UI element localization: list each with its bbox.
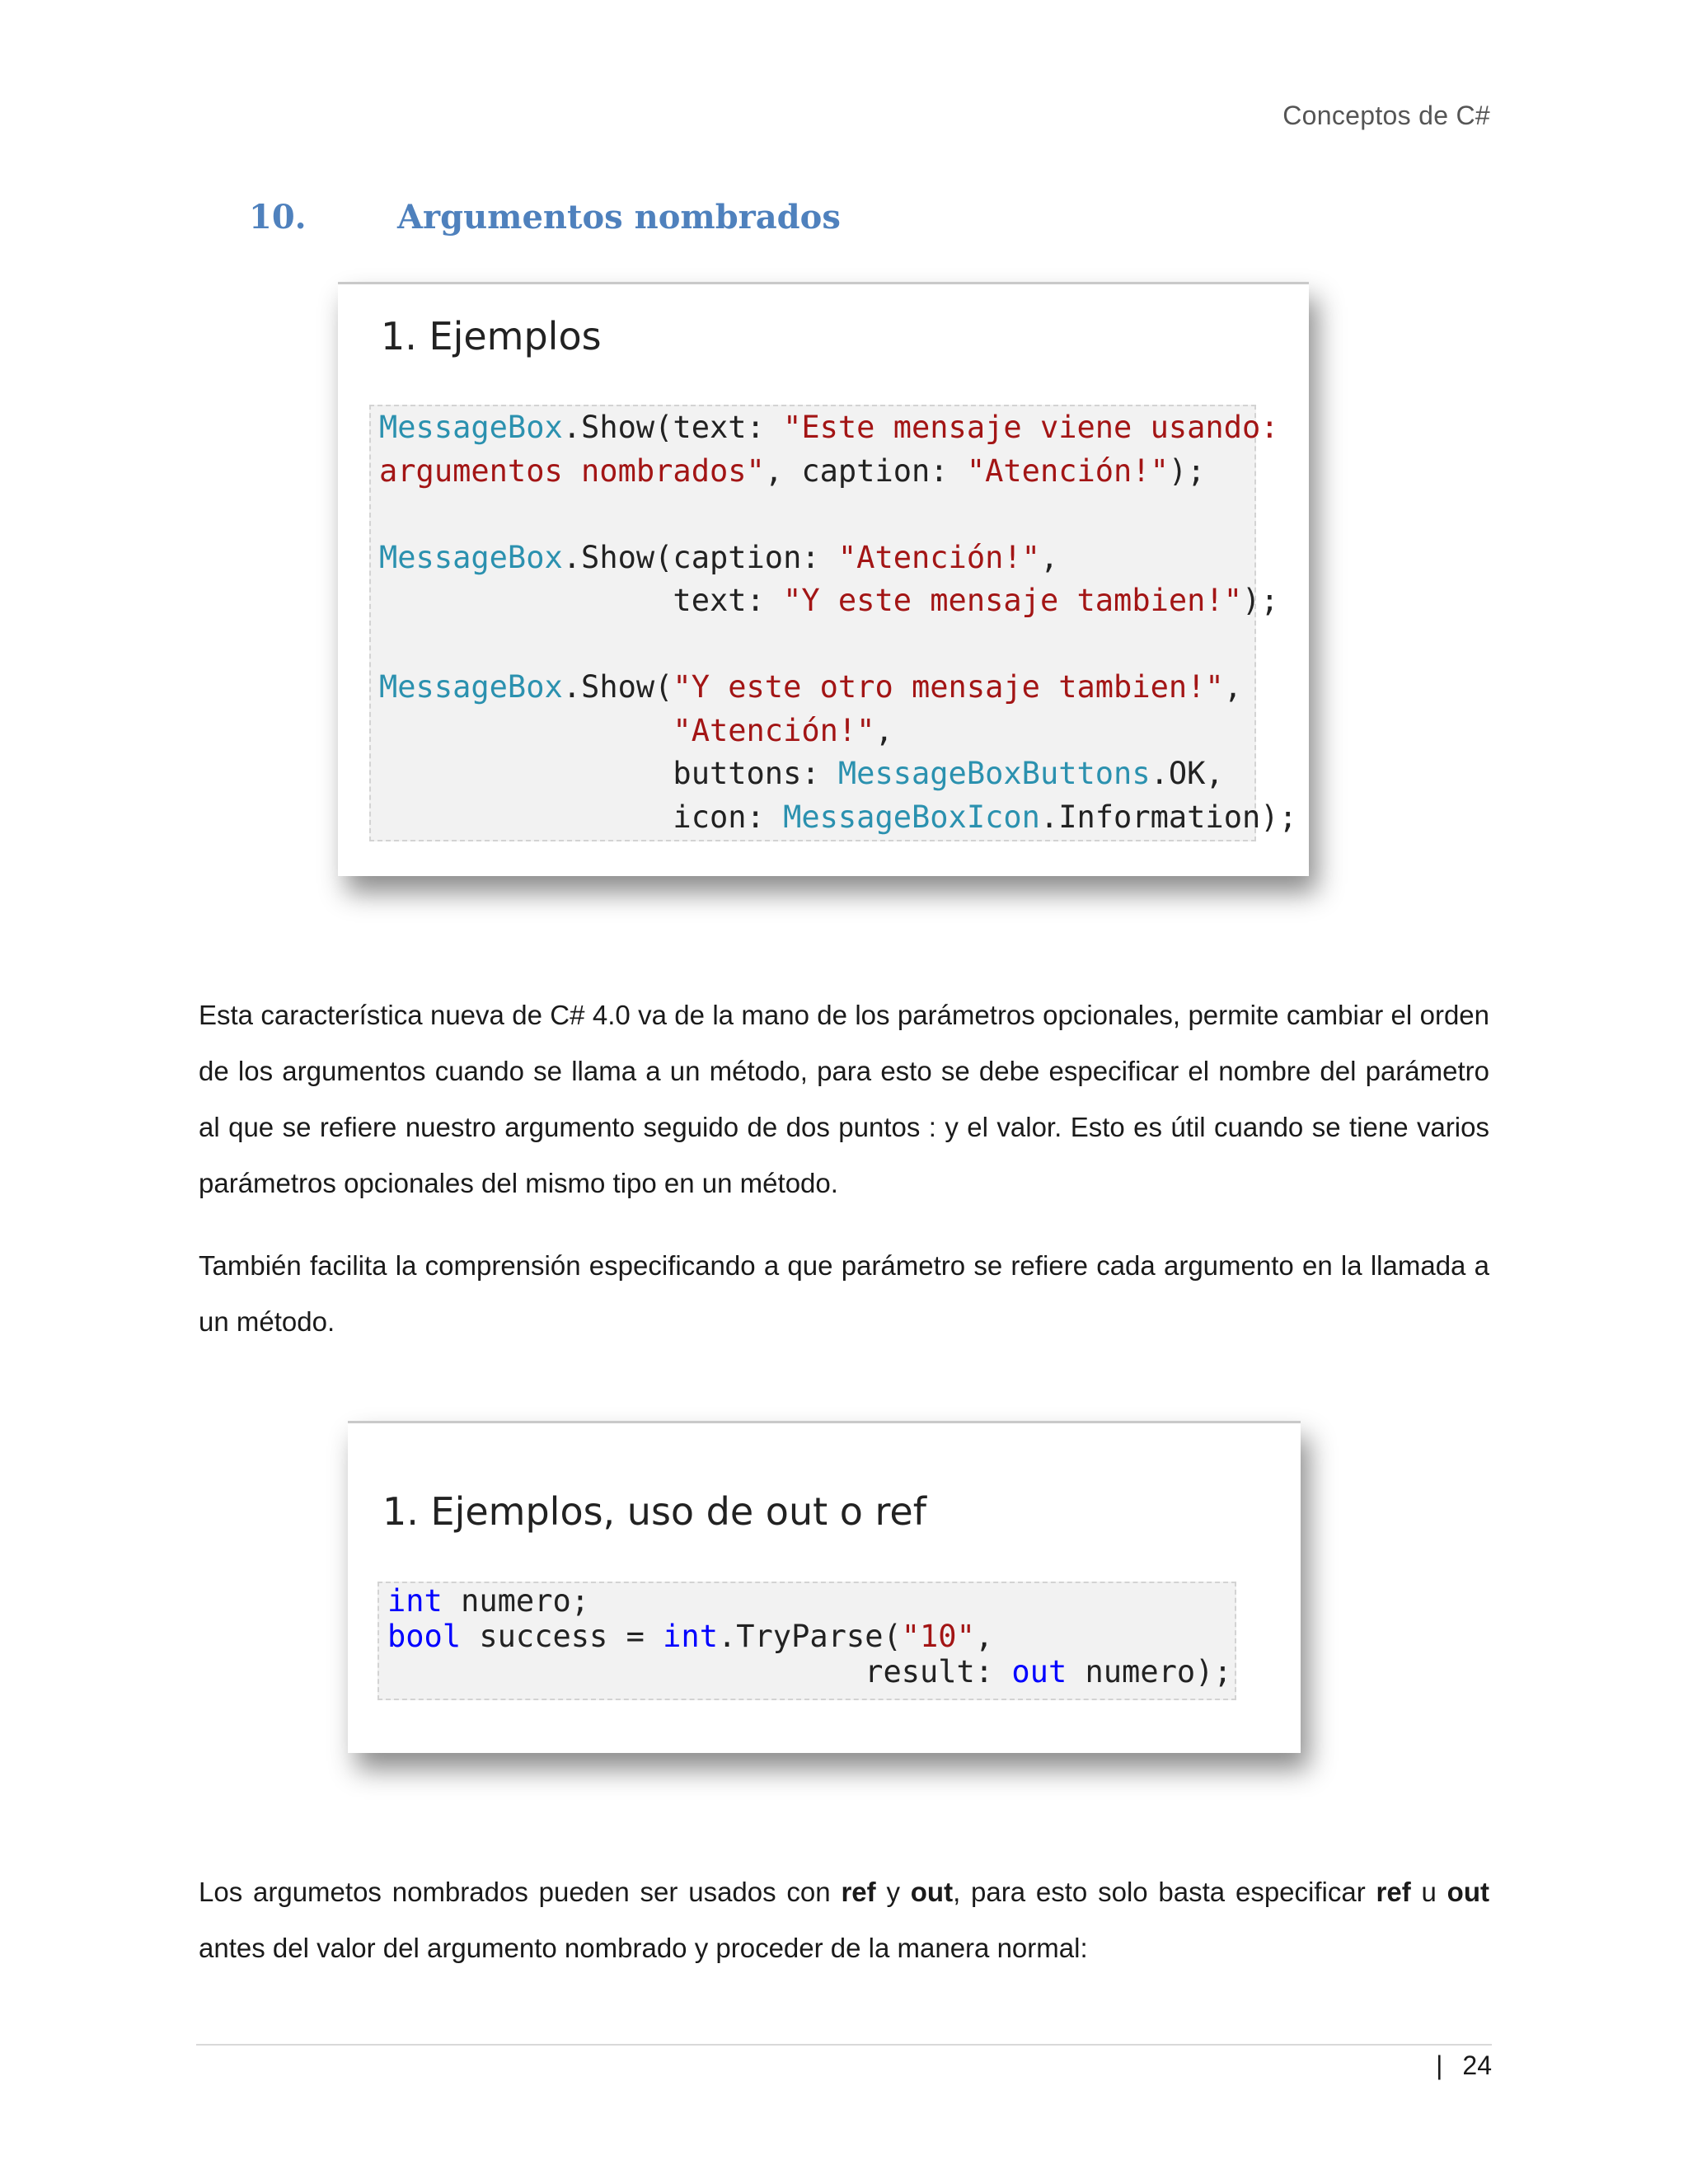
code-line — [379, 579, 1279, 623]
footer-divider — [196, 2044, 1492, 2046]
keyword-out: out — [910, 1877, 954, 1907]
code-token: result: — [387, 1654, 1012, 1690]
page-separator: | — [1436, 2050, 1443, 2080]
code-token: icon: — [379, 799, 784, 835]
code-token: success = — [461, 1619, 663, 1654]
page-number — [1436, 2050, 1492, 2081]
code-token: , — [1039, 539, 1059, 575]
keyword-ref: ref — [1376, 1877, 1411, 1907]
code-token: .Show( — [562, 669, 673, 705]
text-segment: , para esto solo basta especificar — [953, 1877, 1376, 1907]
code-line — [379, 710, 1254, 753]
code-line — [379, 406, 1279, 450]
code-token: numero; — [442, 1583, 590, 1619]
code-token: MessageBox — [379, 410, 563, 445]
page-number-value: 24 — [1462, 2050, 1492, 2080]
text-segment: antes del valor del argumento nombrado y proceder de la manera normal: — [199, 1933, 1088, 1963]
code-token — [379, 496, 397, 532]
code-block — [369, 405, 1297, 841]
code-token: "Este mensaje viene usando: — [783, 410, 1279, 445]
code-token: .Show(caption: — [562, 539, 838, 575]
code-token: MessageBoxIcon — [783, 799, 1040, 835]
code-token: "Y este mensaje tambien!" — [783, 583, 1242, 618]
code-token: MessageBoxButtons — [837, 756, 1151, 791]
code-token: MessageBox — [379, 539, 563, 575]
code-token: .TryParse( — [717, 1619, 902, 1654]
code-token: ); — [1241, 583, 1279, 618]
code-token: , — [874, 712, 893, 748]
running-header: Conceptos de C# — [1282, 101, 1490, 130]
code-token — [379, 626, 397, 662]
example-screenshot-out-ref — [348, 1421, 1301, 1753]
code-token: "10" — [901, 1619, 975, 1654]
text-segment: u — [1410, 1877, 1447, 1907]
code-block — [377, 1582, 1236, 1700]
code-token: argumentos nombrados" — [379, 452, 765, 489]
code-token: "Y este otro mensaje tambien!" — [673, 669, 1224, 705]
example-screenshot-named-arguments — [338, 282, 1309, 876]
code-token: MessageBox — [379, 669, 563, 705]
code-token: , caption: — [764, 452, 967, 489]
section-title: Argumentos nombrados — [397, 198, 841, 237]
text-segment: Los argumetos nombrados pueden ser usados con — [199, 1877, 842, 1907]
code-token: text: — [379, 583, 784, 618]
text-segment: y — [875, 1877, 911, 1907]
code-token: "Atención!" — [673, 712, 875, 748]
code-token: ); — [1168, 452, 1206, 489]
code-token — [379, 713, 673, 748]
code-token: , — [974, 1619, 994, 1654]
code-token: numero); — [1067, 1654, 1232, 1690]
paragraph-ref-out — [199, 1864, 1489, 1976]
code-line — [379, 752, 1254, 796]
code-token: bool — [387, 1619, 462, 1654]
code-line — [379, 666, 1254, 710]
keyword-out: out — [1447, 1877, 1489, 1907]
example-title: 1. Ejemplos — [381, 314, 602, 359]
code-token: out — [1011, 1654, 1067, 1690]
code-token: buttons: — [379, 756, 838, 791]
code-token: , — [1223, 669, 1242, 705]
keyword-ref: ref — [841, 1877, 876, 1907]
code-token: "Atención!" — [966, 452, 1169, 489]
code-token: .OK, — [1150, 756, 1224, 791]
code-line — [379, 623, 1254, 667]
code-token: "Atención!" — [837, 539, 1040, 575]
section-number: 10. — [249, 198, 307, 237]
code-token: int — [663, 1619, 718, 1654]
code-line — [387, 1654, 1235, 1690]
paragraph-description: Esta característica nueva de C# 4.0 va de la mano de los parámetros opcionales, permite cambiar el orden de los argumentos cuando se llama a un método, para esto se debe especificar el nombre del parámetro al que se refiere nuestro argumento seguido de dos puntos : y el valor. Esto es útil cuando se tiene varios parámetros opcionales del mismo tipo en un método. — [199, 1000, 1489, 1198]
code-line — [387, 1583, 1235, 1619]
section-heading — [249, 198, 841, 237]
code-line — [379, 493, 1254, 537]
code-token: int — [387, 1583, 443, 1619]
code-line — [379, 537, 1254, 580]
code-line — [379, 450, 1254, 494]
code-line — [379, 796, 1297, 840]
code-token: .Information); — [1039, 799, 1297, 835]
example-title: 1. Ejemplos, uso de out o ref — [382, 1489, 926, 1534]
paragraph-comprehension: También facilita la comprensión especificando a que parámetro se refiere cada argumento en la llamada a un método. — [199, 1250, 1489, 1337]
code-line — [387, 1619, 1235, 1654]
code-token: .Show(text: — [562, 410, 784, 445]
